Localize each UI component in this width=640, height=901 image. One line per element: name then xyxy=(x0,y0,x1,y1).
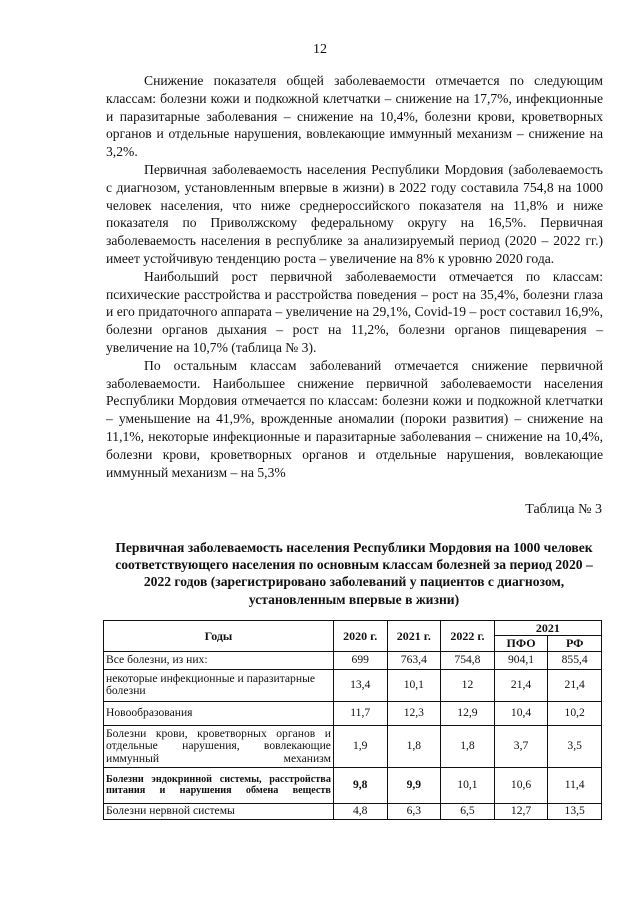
morbidity-table xyxy=(103,620,602,820)
paragraph-2: Первичная заболеваемость населения Республики Мордовия (заболеваемость с диагнозом, установленным впервые в жизни) в 2022 году составила 754,8 на 1000 человек населения, что ниже среднероссийского показателя на 11,8% и ниже показателя по Приволжскому федеральному округу на 16,5%. Первичная заболеваемость населения в республике за анализируемый период (2020 – 2022 гг.) имеет устойчивую тенденцию роста – увеличение на 8% к уровню 2020 года. xyxy=(106,161,603,266)
header-2021: 2021 г. xyxy=(387,621,441,652)
row-name: некоторые инфекционные и паразитарные болезни xyxy=(104,669,334,701)
cell-2020: 11,7 xyxy=(333,701,387,725)
table-label: Таблица № 3 xyxy=(525,502,602,517)
cell-2022: 1,8 xyxy=(441,725,495,767)
paragraph-3: Наибольший рост первичной заболеваемости отмечается по классам: психические расстройства и расстройства поведения – рост на 35,4%, болезни глаза и его придаточного аппарата – увеличение на 29,1%, Covid-19 – рост составил 16,9%, болезни органов дыхания – рост на 11,2%, болезни органов пищеварения – увеличение на 10,7% (таблица № 3). xyxy=(106,268,603,355)
cell-2022: 12 xyxy=(441,669,495,701)
row-name: Все болезни, из них: xyxy=(104,651,334,669)
table-row xyxy=(104,725,602,767)
row-name: Болезни нервной системы xyxy=(104,803,334,819)
cell-pfo: 12,7 xyxy=(494,803,548,819)
body-text xyxy=(106,72,603,481)
paragraph-4: По остальным классам заболеваний отмечается снижение первичной заболеваемости. Наибольшее снижение первичной заболеваемости населения Республики Мордовия отмечается по классам: болезни кожи и подкожной клетчатки – уменьшение на 41,9%, врожденные аномалии (пороки развития) – снижение на 11,1%, некоторые инфекционные и паразитарные заболевания – снижение на 10,4%, болезни крови, кроветворных органов и отдельные нарушения, вовлекающие иммунный механизм – на 5,3% xyxy=(106,357,603,480)
cell-2021: 6,3 xyxy=(387,803,441,819)
cell-2022: 12,9 xyxy=(441,701,495,725)
cell-pfo: 3,7 xyxy=(494,725,548,767)
cell-2022: 6,5 xyxy=(441,803,495,819)
page-number: 12 xyxy=(313,42,327,57)
cell-rf: 11,4 xyxy=(548,767,602,803)
header-2020: 2020 г. xyxy=(333,621,387,652)
table-row xyxy=(104,803,602,819)
header-pfo: ПФО xyxy=(494,636,548,651)
cell-pfo: 10,4 xyxy=(494,701,548,725)
cell-2020: 1,9 xyxy=(333,725,387,767)
row-name: Болезни эндокринной системы, расстройства питания и нарушения обмена веществ xyxy=(104,767,334,803)
cell-2022: 754,8 xyxy=(441,651,495,669)
cell-2021: 10,1 xyxy=(387,669,441,701)
cell-2020: 9,8 xyxy=(333,767,387,803)
table-row xyxy=(104,651,602,669)
cell-rf: 10,2 xyxy=(548,701,602,725)
cell-rf: 3,5 xyxy=(548,725,602,767)
cell-2020: 4,8 xyxy=(333,803,387,819)
row-name: Болезни крови, кроветворных органов и отдельные нарушения, вовлекающие иммунный механизм xyxy=(104,725,334,767)
table-header-row xyxy=(104,621,602,636)
cell-2020: 699 xyxy=(333,651,387,669)
header-2021-group: 2021 xyxy=(494,621,601,636)
header-2022: 2022 г. xyxy=(441,621,495,652)
cell-pfo: 904,1 xyxy=(494,651,548,669)
header-years: Годы xyxy=(104,621,334,652)
cell-2021: 1,8 xyxy=(387,725,441,767)
cell-rf: 13,5 xyxy=(548,803,602,819)
cell-2021: 763,4 xyxy=(387,651,441,669)
table-row xyxy=(104,767,602,803)
cell-2020: 13,4 xyxy=(333,669,387,701)
cell-2021: 12,3 xyxy=(387,701,441,725)
table-row xyxy=(104,701,602,725)
cell-pfo: 21,4 xyxy=(494,669,548,701)
cell-2022: 10,1 xyxy=(441,767,495,803)
cell-pfo: 10,6 xyxy=(494,767,548,803)
table-title: Первичная заболеваемость населения Республики Мордовия на 1000 человек соответствующего населения по основным классам болезней за период 2020 – 2022 годов (зарегистрировано заболеваний у пациентов с диагнозом, установленным впервые в жизни) xyxy=(115,540,593,607)
row-name: Новообразования xyxy=(104,701,334,725)
cell-rf: 855,4 xyxy=(548,651,602,669)
cell-rf: 21,4 xyxy=(548,669,602,701)
table-row xyxy=(104,669,602,701)
cell-2021: 9,9 xyxy=(387,767,441,803)
header-rf: РФ xyxy=(548,636,602,651)
paragraph-1: Снижение показателя общей заболеваемости отмечается по следующим классам: болезни кожи и подкожной клетчатки – снижение на 17,7%, инфекционные и паразитарные заболевания – снижение на 10,4%, болезни крови, кроветворных органов и отдельные нарушения, вовлекающие иммунный механизм – снижение на 3,2%. xyxy=(106,73,603,160)
